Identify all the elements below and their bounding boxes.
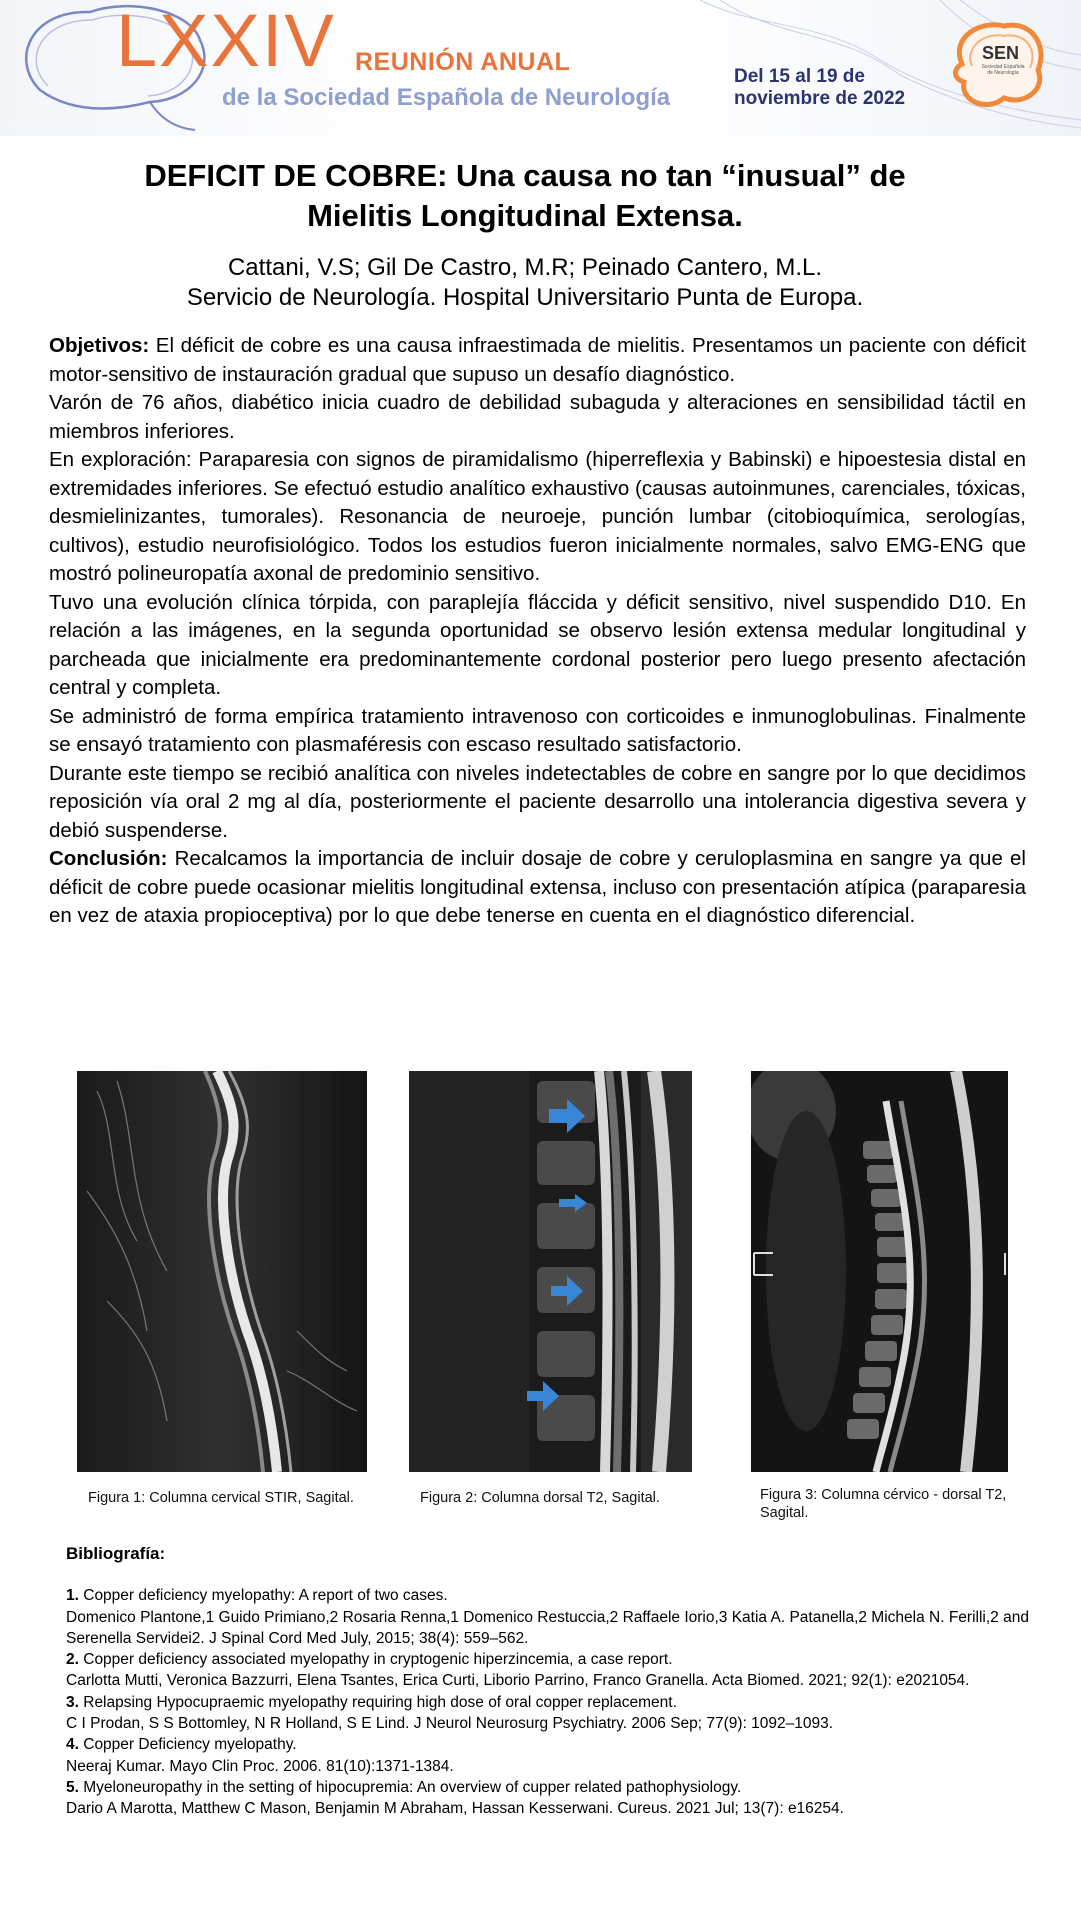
reference-number: 2. [66,1651,79,1669]
reference-item [66,1777,1031,1820]
reference-title: Copper deficiency associated myelopathy in cryptogenic hiperzincemia, a case report. [78,1651,673,1669]
dates-line-1: Del 15 al 19 de [734,66,865,87]
author-names: Cattani, V.S; Gil De Castro, M.R; Peinado Cantero, M.L. [227,254,823,281]
reference-item [66,1585,1031,1649]
case-paragraph-5: Durante este tiempo se recibió analítica con niveles indetectables de cobre en sangre por lo que decidimos reposición vía oral 2 mg al día, posteriormente el paciente desarrollo una intolerancia digestiva severa y debió suspenderse. [49,761,1026,842]
conference-header [0,0,1081,136]
reference-number: 1. [66,1587,79,1605]
edition-roman-numeral: LXXIV [116,0,336,82]
figure-3-mri-cervico-dorsal [751,1071,1008,1472]
poster-body [49,332,1026,931]
sen-logo-text: SEN [982,43,1020,63]
case-paragraph-4: Se administró de forma empírica tratamiento intravenoso con corticoides e inmunoglobulinas. Finalmente se ensayó tratamiento con plasmaféresis con escaso resultado satisfactorio. [49,704,1026,756]
case-paragraph-3: Tuvo una evolución clínica tórpida, con paraplejía fláccida y déficit sensitivo, nivel suspendido D10. En relación a las imágenes, en la segunda oportunidad se observo lesión extensa medular longitudinal y parcheada que inicialmente era predominantemente cordonal posterior pero luego presento afectación central y completa. [49,590,1026,699]
society-name: de la Sociedad Española de Neurología [222,84,671,111]
reference-detail: Dario A Marotta, Matthew C Mason, Benjamin M Abraham, Hassan Kesserwani. Cureus. 2021 Jul; 13(7): e16254. [66,1800,844,1818]
title-line-2: Mielitis Longitudinal Extensa. [307,198,743,233]
figure-3-caption: Figura 3: Columna cérvico - dorsal T2, Sagital. [760,1487,1007,1521]
objetivos-label: Objetivos: [49,334,150,357]
objetivos-text: El déficit de cobre es una causa infraestimada de mielitis. Presentamos un paciente con déficit motor-sensitivo de instauración gradual que supuso un desafío diagnóstico. [49,334,1026,386]
reference-item [66,1649,1031,1692]
figure-2-caption: Figura 2: Columna dorsal T2, Sagital. [420,1490,660,1506]
reference-title: Myeloneuropathy in the setting of hipocupremia: An overview of cupper related pathophysiology. [78,1778,742,1796]
reference-number: 3. [66,1693,79,1711]
reference-detail: Domenico Plantone,1 Guido Primiano,2 Rosaria Renna,1 Domenico Restuccia,2 Raffaele Iorio,3 Katia A. Patanella,2 Michela N. Ferilli,2 and Serenella Servidei2. J Spinal Cord Med July, 2015; 38(4): 559–562. [66,1608,1029,1647]
reference-detail: Carlotta Mutti, Veronica Bazzurri, Elena Tsantes, Erica Curti, Liborio Parrino, Franco Granella. Acta Biomed. 2021; 92(1): e2021054. [66,1672,970,1690]
figure-1-caption: Figura 1: Columna cervical STIR, Sagital. [88,1490,354,1506]
reference-title: Copper deficiency myelopathy: A report of two cases. [78,1587,448,1605]
figure-1-mri-cervical [77,1071,367,1472]
case-paragraph-2: En exploración: Paraparesia con signos de piramidalismo (hiperreflexia y Babinski) e hipoestesia distal en extremidades inferiores. Se efectuó estudio analítico exhaustivo (causas autoinmunes, carenciales, tóxicas, desmielinizantes, tumorales). Resonancia de neuroeje, punción lumbar (citobioquímica, serologías, cultivos), estudio neurofisiológico. Todos los estudios fueron inicialmente normales, salvo EMG-ENG que mostró polineuropatía axonal de predominio sensitivo. [49,448,1026,585]
title-line-1: DEFICIT DE COBRE: Una causa no tan “inusual” de [144,158,906,193]
bibliografia-section [66,1543,1031,1820]
reference-title: Copper Deficiency myelopathy. [78,1736,297,1754]
reference-detail: Neeraj Kumar. Mayo Clin Proc. 2006. 81(10):1371-1384. [66,1757,454,1775]
objetivos-paragraph [49,332,1026,389]
author-affiliation: Servicio de Neurología. Hospital Universitario Punta de Europa. [186,284,864,311]
case-paragraph-1: Varón de 76 años, diabético inicia cuadro de debilidad subaguda y alteraciones en sensibilidad táctil en miembros inferiores. [49,391,1026,443]
dates-line-2: noviembre de 2022 [734,88,906,109]
event-dates [734,66,905,110]
conclusion-label: Conclusión: [49,847,168,870]
poster-title [60,156,990,236]
reference-item [66,1692,1031,1735]
reference-item [66,1734,1031,1777]
reference-number: 5. [66,1778,79,1796]
conclusion-paragraph [49,845,1026,931]
figure-2-mri-dorsal [409,1071,692,1472]
authors-block [60,253,990,313]
reference-number: 4. [66,1736,79,1754]
reunion-anual-label: REUNIÓN ANUAL [355,48,571,76]
sen-logo-subtitle: Sociedad Española de Neurología [981,64,1025,76]
reference-title: Relapsing Hypocupraemic myelopathy requiring high dose of oral copper replacement. [78,1693,677,1711]
conclusion-text: Recalcamos la importancia de incluir dosaje de cobre y ceruloplasmina en sangre ya que el déficit de cobre puede ocasionar mielitis longitudinal extensa, incluso con presentación atípica (paraparesia en vez de ataxia propioceptiva) por lo que debe tenerse en cuenta en el diagnóstico diferencial. [49,847,1026,927]
bibliografia-heading: Bibliografía: [66,1544,166,1563]
reference-detail: C I Prodan, S S Bottomley, N R Holland, S E Lind. J Neurol Neurosurg Psychiatry. 2006 Sep; 77(9): 1092–1093. [66,1715,834,1733]
